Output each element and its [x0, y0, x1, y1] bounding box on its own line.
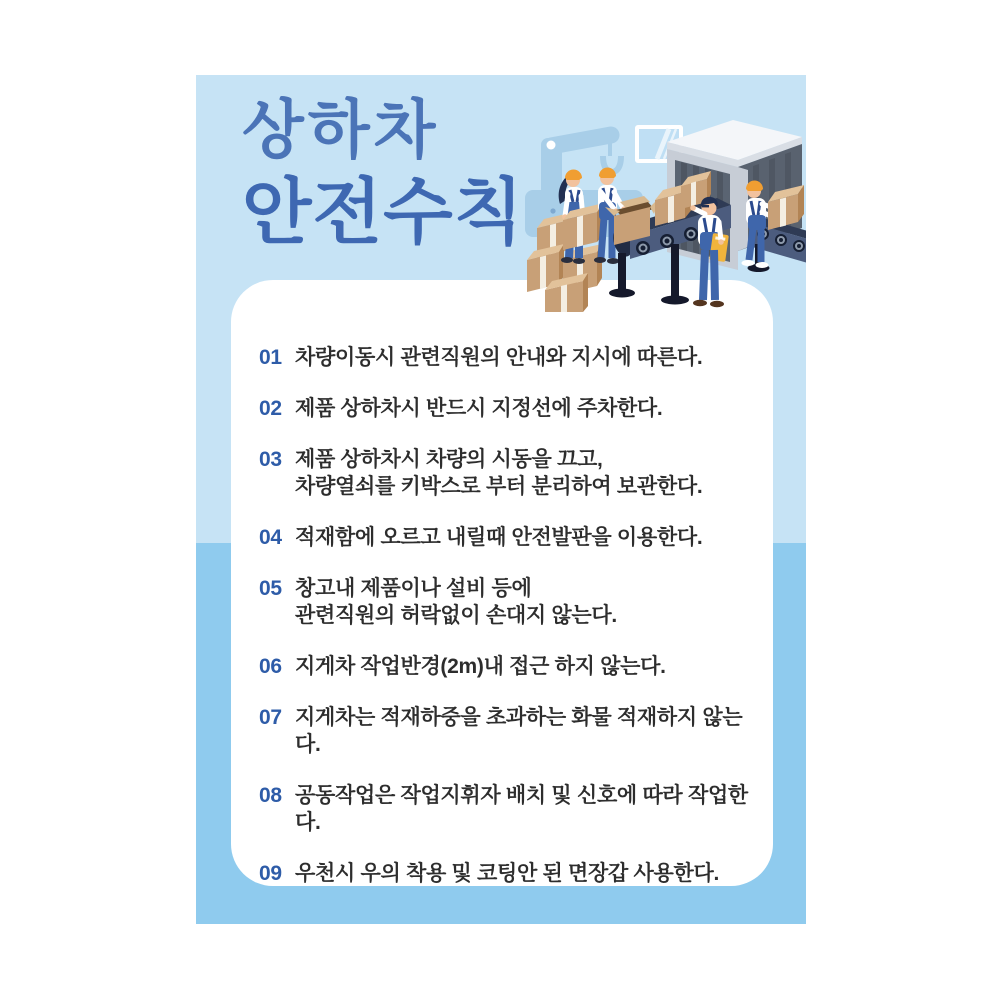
rules-list [231, 280, 773, 887]
rule-text: 우천시 우의 착용 및 코팅안 된 면장갑 사용한다. [295, 862, 720, 885]
rule-text: 차량이동시 관련직원의 안내와 지시에 따른다. [295, 346, 703, 369]
rule-item [259, 704, 755, 758]
poster-title [242, 91, 524, 257]
rule-item [259, 860, 755, 887]
rule-number: 06 [259, 655, 282, 678]
rule-number: 02 [259, 397, 282, 420]
rule-number: 08 [259, 784, 282, 807]
rule-item [259, 782, 755, 836]
rules-card [231, 280, 773, 886]
rule-number: 04 [259, 526, 282, 549]
rule-text: 공동작업은 작업지휘자 배치 및 신호에 따라 작업한다. [295, 784, 748, 834]
rule-text: 제품 상하차시 차량의 시동을 끄고, 차량열쇠를 키박스로 부터 분리하여 보관한다. [295, 448, 703, 498]
rule-item [259, 575, 755, 629]
rule-item [259, 344, 755, 371]
rule-text: 창고내 제품이나 설비 등에 관련직원의 허락없이 손대지 않는다. [295, 577, 617, 627]
poster-title-line2: 안전수칙 [242, 173, 525, 253]
rule-text: 적재함에 오르고 내릴때 안전발판을 이용한다. [295, 526, 703, 549]
rule-text: 지게차 작업반경(2m)내 접근 하지 않는다. [295, 655, 666, 678]
rule-item [259, 653, 755, 680]
safety-poster [196, 75, 806, 924]
rule-item [259, 524, 755, 551]
rule-text: 제품 상하차시 반드시 지정선에 주차한다. [295, 397, 663, 420]
rule-number: 01 [259, 346, 282, 369]
rule-number: 07 [259, 706, 282, 729]
warehouse-illustration [521, 110, 806, 312]
rule-number: 03 [259, 448, 282, 471]
rule-number: 09 [259, 862, 282, 885]
rule-number: 05 [259, 577, 282, 600]
poster-title-line1: 상하차 [242, 94, 440, 166]
rule-item [259, 395, 755, 422]
rule-text: 지게차는 적재하중을 초과하는 화물 적재하지 않는다. [295, 706, 743, 756]
rule-item [259, 446, 755, 500]
